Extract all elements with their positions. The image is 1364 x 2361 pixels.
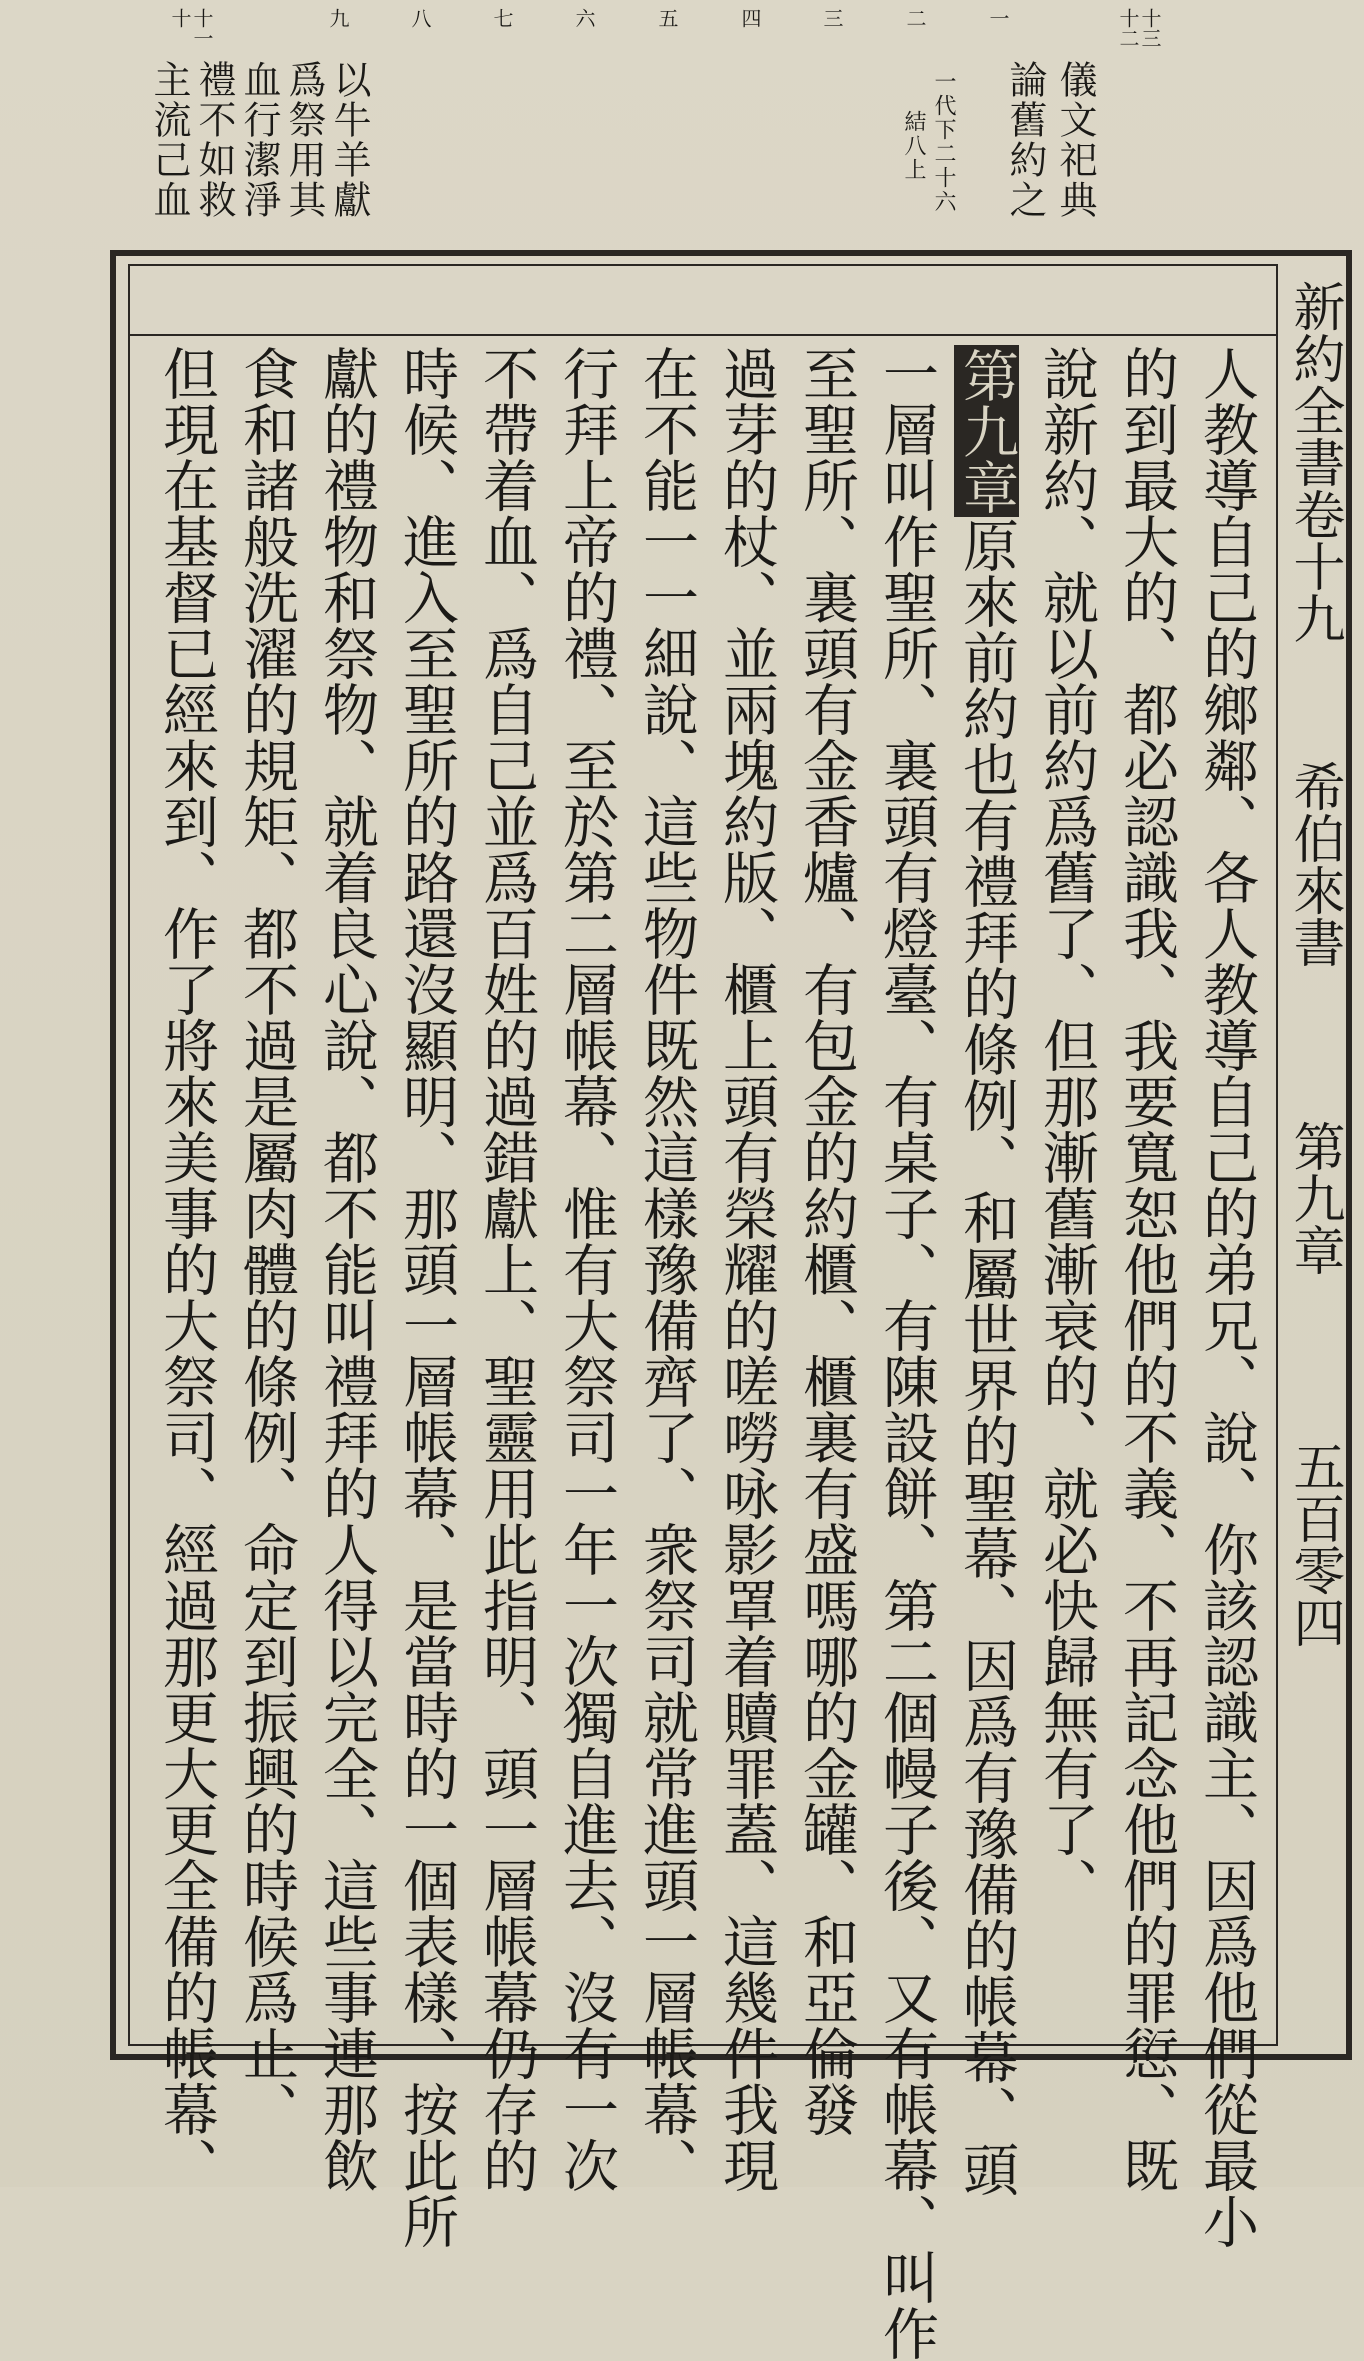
chapter-label: 第九章	[954, 347, 1019, 515]
text-column: 在不能一一細說、這些物件既然這樣豫備齊了、衆祭司就常進頭一層帳幕、	[634, 345, 699, 2193]
text-column	[954, 345, 1019, 2197]
margin-note-right: 論舊約之	[1003, 60, 1047, 220]
line-number: 六	[572, 8, 596, 28]
line-number: 五	[655, 8, 679, 28]
epistle-title: 希伯來書	[1284, 760, 1344, 968]
margin-note-left: 血行潔淨	[237, 60, 281, 220]
margin-note-ref: 結八上	[901, 110, 926, 182]
text-column: 說新約、就以前約爲舊了、但那漸舊漸衰的、就必快歸無有了、	[1034, 345, 1099, 1913]
text-column: 一層叫作聖所、裏頭有燈臺、有桌子、有陳設餅、第二個幔子後、又有帳幕、叫作	[874, 345, 939, 2361]
text-column: 至聖所、裏頭有金香爐、有包金的約櫃、櫃裏有盛嗎哪的金罐、和亞倫發	[794, 345, 859, 2137]
line-number: 八	[408, 8, 432, 28]
text-column: 食和諸般洗濯的規矩、都不過是屬肉體的條例、命定到振興的時候爲止、	[234, 345, 299, 2137]
line-number: 三	[820, 8, 844, 28]
text-column: 人教導自己的鄉鄰、各人教導自己的弟兄、說、你該認識主、因爲他們從最小	[1194, 345, 1259, 2249]
margin-note-left: 以牛羊獻	[327, 60, 371, 220]
margin-note-right: 儀文祀典	[1053, 60, 1097, 220]
text-column: 過芽的杖、並兩塊約版、櫃上頭有榮耀的嗟嘮咏影罩着贖罪蓋、這幾件我現	[714, 345, 779, 2193]
text-column: 行拜上帝的禮、至於第二層帳幕、惟有大祭司一年一次獨自進去、沒有一次	[554, 345, 619, 2193]
line-number: 一	[986, 8, 1010, 28]
margin-note-left: 主流己血	[147, 60, 191, 220]
line-number: 十一	[190, 8, 214, 48]
text-column: 時候、進入至聖所的路還沒顯明、那頭一層帳幕、是當時的一個表樣、按此所	[394, 345, 459, 2249]
line-number: 十三	[1138, 8, 1162, 48]
text-column: 獻的禮物和祭物、就着良心說、都不能叫禮拜的人得以完全、這些事連那飲	[314, 345, 379, 2193]
text-column-content: 原來前約也有禮拜的條例、和屬世界的聖幕、因爲有豫備的帳幕、頭	[954, 517, 1019, 2197]
margin-note-left: 爲祭用其	[282, 60, 326, 220]
line-number: 二	[903, 8, 927, 28]
line-number: 七	[490, 8, 514, 28]
line-number: 十二	[1116, 8, 1140, 48]
chapter-heading: 第九章	[1284, 1120, 1344, 1276]
text-column: 的到最大的、都必認識我、我要寬恕他們的不義、不再記念他們的罪愆、既	[1114, 345, 1179, 2193]
text-column: 不帶着血、爲自己並爲百姓的過錯獻上、聖靈用此指明、頭一層帳幕仍存的	[474, 345, 539, 2193]
line-number-row	[128, 264, 1278, 336]
margin-note-ref: 一代下二十六	[931, 70, 956, 214]
line-number: 四	[738, 8, 762, 28]
margin-note-left: 禮不如救	[192, 60, 236, 220]
text-column: 但現在基督已經來到、作了將來美事的大祭司、經過那更大更全備的帳幕、	[154, 345, 219, 2193]
page-number: 五百零四	[1284, 1440, 1344, 1648]
line-number: 十	[168, 8, 192, 28]
line-number: 九	[326, 8, 350, 28]
text-frame	[128, 264, 1278, 2361]
book-title: 新約全書卷十九	[1284, 280, 1344, 644]
